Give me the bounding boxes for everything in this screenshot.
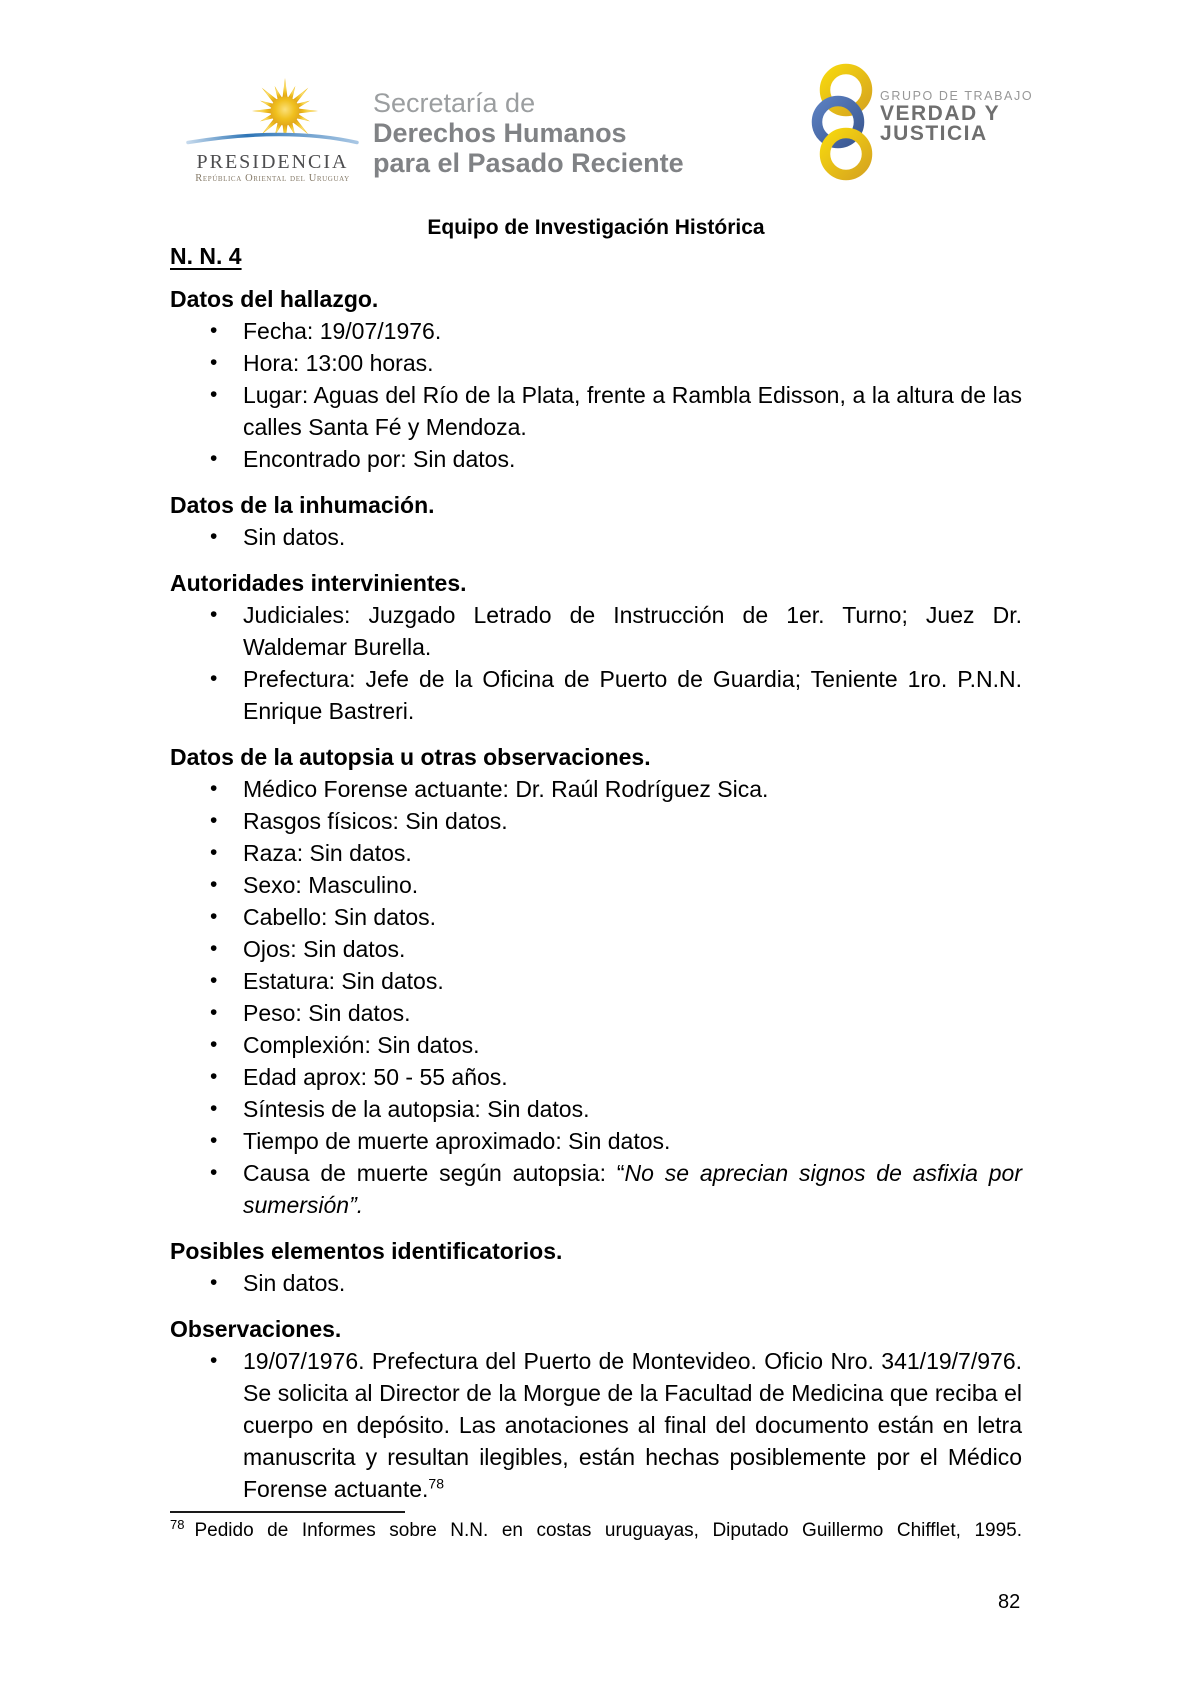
document-body [170, 215, 1022, 1543]
bullet-list [170, 773, 1022, 1221]
sun-horizon-icon [185, 73, 360, 145]
secretaria-line3: para el Pasado Reciente [373, 148, 684, 178]
bullet-item: • Síntesis de la autopsia: Sin datos. [170, 1093, 1022, 1125]
bullet-list [170, 1345, 1022, 1505]
section-heading: Datos de la autopsia u otras observaciones. [170, 744, 651, 770]
bullet-item: • Sin datos. [170, 521, 1022, 553]
footnote-text: $^{78}$ Pedido de Informes sobre N.N. en costas uruguayas, Diputado Guillermo Chifflet, 1995. [170, 1516, 1022, 1541]
verdad-justicia-logo [805, 60, 880, 190]
bullet-item: • Ojos: Sin datos. [170, 933, 1022, 965]
presidencia-logo [185, 73, 360, 185]
bullet-item: • Estatura: Sin datos. [170, 965, 1022, 997]
presidencia-title: PRESIDENCIA [196, 151, 349, 173]
bullet-item: • Complexión: Sin datos. [170, 1029, 1022, 1061]
bullet-item: • Sexo: Masculino. [170, 869, 1022, 901]
case-title: N. N. 4 [170, 243, 242, 269]
section-heading: Posibles elementos identificatorios. [170, 1238, 563, 1264]
bullet-item: • Cabello: Sin datos. [170, 901, 1022, 933]
bullet-list [170, 315, 1022, 475]
secretaria-line2: Derechos Humanos [373, 118, 627, 148]
bullet-item: • Judiciales: Juzgado Letrado de Instrucción de 1er. Turno; Juez Dr. Waldemar Burella. [170, 599, 1022, 663]
secretaria-wordmark [373, 88, 684, 178]
bullet-item: • Hora: 13:00 horas. [170, 347, 1022, 379]
sections [170, 283, 1022, 1505]
bullet-item: • 19/07/1976. Prefectura del Puerto de Montevideo. Oficio Nro. 341/19/7/976. Se solicita al Director de la Morgue de la Facultad de Medicina que reciba el cuerpo en depósito. Las anotaciones al final del documento están en letra manuscrita y resultan ilegibles, están hechas posiblemente por el Médico Forense actuante.$^{78}$ [170, 1345, 1022, 1505]
bullet-item: • Tiempo de muerte aproximado: Sin datos. [170, 1125, 1022, 1157]
bullet-item: • Raza: Sin datos. [170, 837, 1022, 869]
section-heading: Datos de la inhumación. [170, 492, 435, 518]
presidencia-subtitle: República Oriental del Uruguay [195, 173, 350, 184]
bullet-item: • Encontrado por: Sin datos. [170, 443, 1022, 475]
footnote-number: 78 [170, 1516, 185, 1532]
section-heading: Observaciones. [170, 1316, 342, 1342]
bullet-item: • Fecha: 19/07/1976. [170, 315, 1022, 347]
chain-rings-icon [805, 60, 880, 185]
bullet-item: • Peso: Sin datos. [170, 997, 1022, 1029]
page-number: 82 [998, 1591, 1021, 1613]
bullet-item: • Lugar: Aguas del Río de la Plata, frente a Rambla Edisson, a la altura de las calles Santa Fé y Mendoza. [170, 379, 1022, 443]
bullet-item: • Causa de muerte según autopsia: “No se aprecian signos de asfixia por sumersión”. [170, 1157, 1022, 1221]
team-line: Equipo de Investigación Histórica [427, 216, 765, 239]
bullet-item: • Médico Forense actuante: Dr. Raúl Rodríguez Sica. [170, 773, 1022, 805]
section-heading: Datos del hallazgo. [170, 286, 379, 312]
bullet-list [170, 599, 1022, 727]
bullet-item: • Sin datos. [170, 1267, 1022, 1299]
footnote [170, 1511, 1022, 1543]
bullet-item: • Prefectura: Jefe de la Oficina de Puerto de Guardia; Teniente 1ro. P.N.N. Enrique Bastreri. [170, 663, 1022, 727]
grupo-line1: VERDAD Y [880, 102, 1001, 125]
bullet-list [170, 1267, 1022, 1299]
grupo-line2: JUSTICIA [880, 122, 988, 145]
footnote-separator [170, 1511, 405, 1513]
bullet-list [170, 521, 1022, 553]
secretaria-line1: Secretaría de [373, 88, 536, 118]
section-heading: Autoridades intervinientes. [170, 570, 467, 596]
bullet-item: • Rasgos físicos: Sin datos. [170, 805, 1022, 837]
grupo-kicker: GRUPO DE TRABAJO [880, 89, 1034, 103]
bullet-item: • Edad aprox: 50 - 55 años. [170, 1061, 1022, 1093]
verdad-justicia-wordmark [880, 88, 1033, 144]
